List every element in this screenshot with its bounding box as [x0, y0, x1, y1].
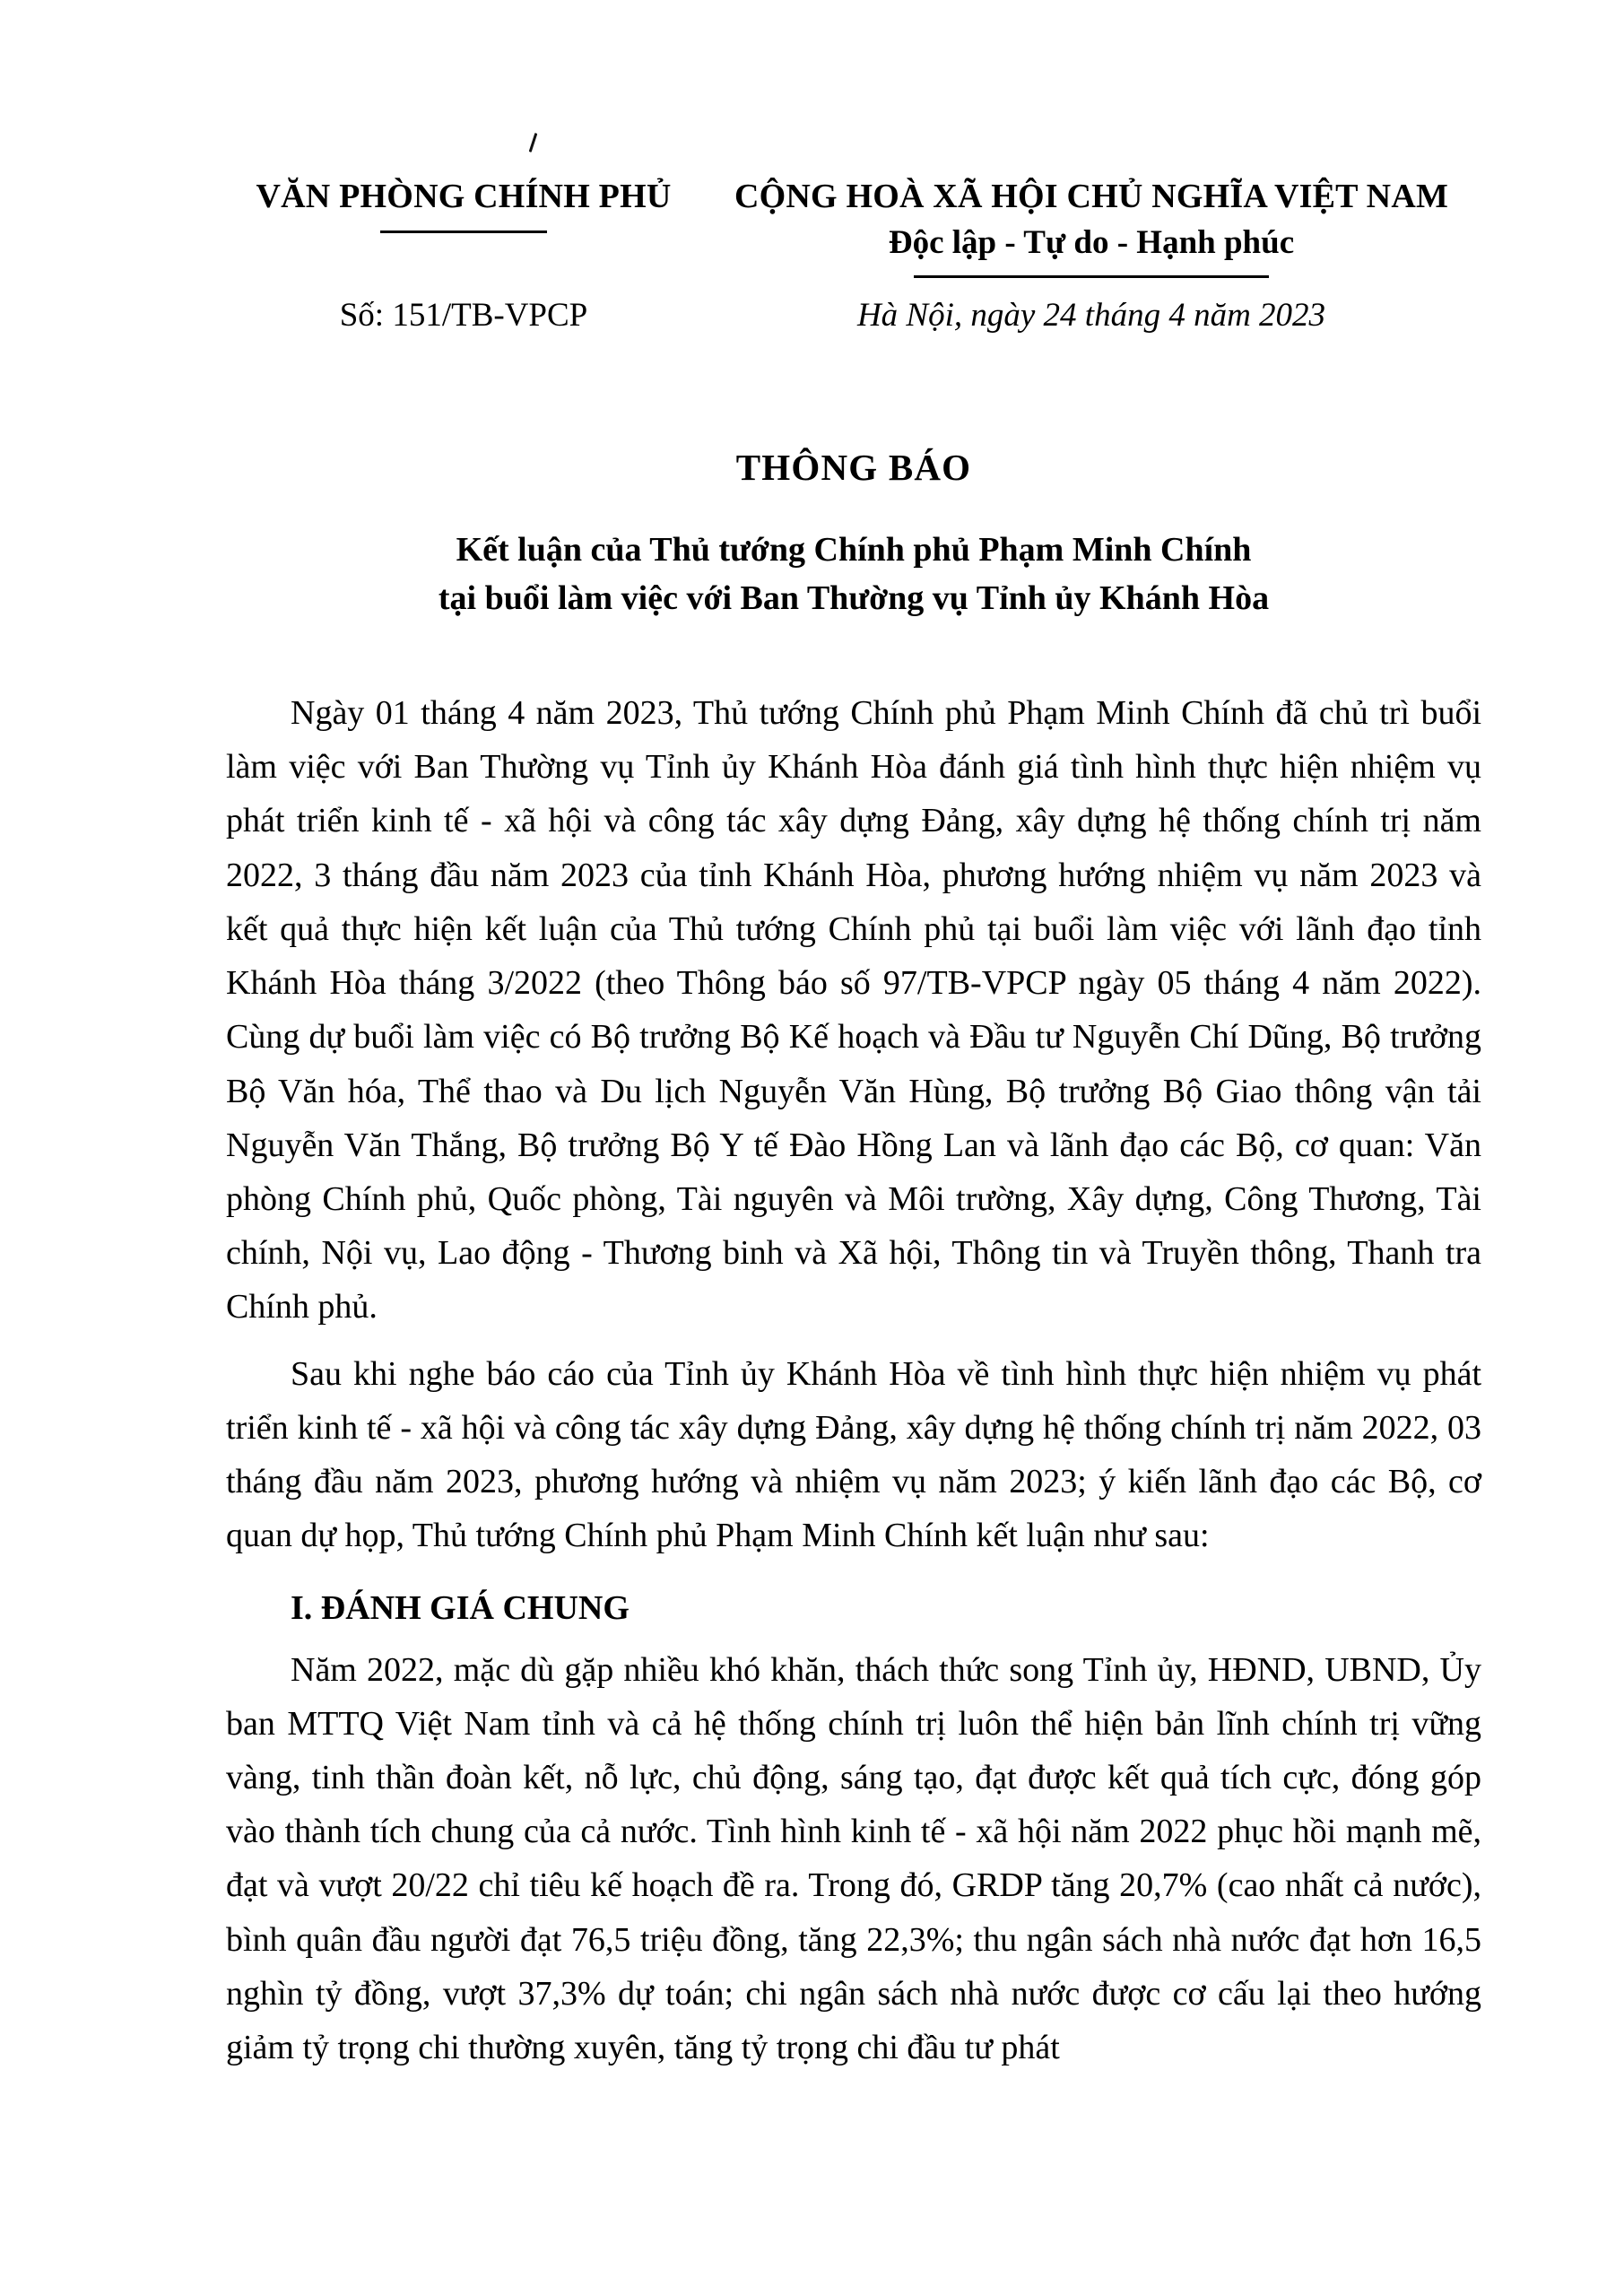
issuing-authority: VĂN PHÒNG CHÍNH PHỦ	[256, 178, 672, 215]
issuer-underline-rule	[380, 230, 547, 233]
stray-pen-mark	[529, 133, 538, 152]
place-and-date: Hà Nội, ngày 24 tháng 4 năm 2023	[856, 297, 1326, 334]
document-type-title: THÔNG BÁO	[735, 447, 972, 488]
body-paragraph-3: Năm 2022, mặc dù gặp nhiều khó khăn, thách thức song Tỉnh ủy, HĐND, UBND, Ủy ban MTTQ Việt Nam tỉnh và cả hệ thống chính trị luôn thể hiện bản lĩnh chính trị vững vàng, tinh thần đoàn kết, nỗ lực, chủ động, sáng tạo, đạt được kết quả tích cực, đóng góp vào thành tích chung của cả nước. Tình hình kinh tế - xã hội năm 2022 phục hồi mạnh mẽ, đạt và vượt 20/22 chỉ tiêu kế hoạch đề ra. Trong đó, GRDP tăng 20,7% (cao nhất cả nước), bình quân đầu người đạt 76,5 triệu đồng, tăng 22,3%; thu ngân sách nhà nước đạt hơn 16,5 nghìn tỷ đồng, vượt 37,3% dự toán; chi ngân sách nhà nước được cơ cấu lại theo hướng giảm tỷ trọng chi thường xuyên, tăng tỷ trọng chi đầu tư phát	[226, 1650, 1481, 2067]
document-title-block	[226, 446, 1481, 623]
document-number: Số: 151/TB-VPCP	[339, 297, 588, 334]
national-heading-block	[701, 178, 1481, 278]
subject-line-1: Kết luận của Thủ tướng Chính phủ Phạm Minh Chính	[456, 531, 1252, 569]
document-subject	[226, 526, 1481, 623]
issuing-authority-block	[226, 178, 701, 233]
document-header	[226, 178, 1481, 278]
body-paragraph-2: Sau khi nghe báo cáo của Tỉnh ủy Khánh Hòa về tình hình thực hiện nhiệm vụ phát triển kinh tế - xã hội và công tác xây dựng Đảng, xây dựng hệ thống chính trị năm 2022, 03 tháng đầu năm 2023, phương hướng và nhiệm vụ năm 2023; ý kiến lãnh đạo các Bộ, cơ quan dự họp, Thủ tướng Chính phủ Phạm Minh Chính kết luận như sau:	[226, 1354, 1481, 1555]
national-motto: Độc lập - Tự do - Hạnh phúc	[888, 223, 1295, 261]
motto-underline-rule	[914, 275, 1269, 278]
document-body	[226, 686, 1481, 2074]
document-meta-row	[226, 296, 1481, 335]
body-paragraph-1: Ngày 01 tháng 4 năm 2023, Thủ tướng Chính phủ Phạm Minh Chính đã chủ trì buổi làm việc với Ban Thường vụ Tỉnh ủy Khánh Hòa đánh giá tình hình thực hiện nhiệm vụ phát triển kinh tế - xã hội và công tác xây dựng Đảng, xây dựng hệ thống chính trị năm 2022, 3 tháng đầu năm 2023 của tỉnh Khánh Hòa, phương hướng nhiệm vụ năm 2023 và kết quả thực hiện kết luận của Thủ tướng Chính phủ tại buổi làm việc với lãnh đạo tỉnh Khánh Hòa tháng 3/2022 (theo Thông báo số 97/TB-VPCP ngày 05 tháng 4 năm 2022). Cùng dự buổi làm việc có Bộ trưởng Bộ Kế hoạch và Đầu tư Nguyễn Chí Dũng, Bộ trưởng Bộ Văn hóa, Thể thao và Du lịch Nguyễn Văn Hùng, Bộ trưởng Bộ Giao thông vận tải Nguyễn Văn Thắng, Bộ trưởng Bộ Y tế Đào Hồng Lan và lãnh đạo các Bộ, cơ quan: Văn phòng Chính phủ, Quốc phòng, Tài nguyên và Môi trường, Xây dựng, Công Thương, Tài chính, Nội vụ, Lao động - Thương binh và Xã hội, Thông tin và Truyền thông, Thanh tra Chính phủ.	[226, 694, 1481, 1326]
subject-line-2: tại buổi làm việc với Ban Thường vụ Tỉnh ủy Khánh Hòa	[438, 578, 1270, 617]
national-title: CỘNG HOÀ XÃ HỘI CHỦ NGHĨA VIỆT NAM	[734, 178, 1449, 215]
section-heading-1: I. ĐÁNH GIÁ CHUNG	[291, 1588, 630, 1627]
page-content	[226, 0, 1481, 2296]
